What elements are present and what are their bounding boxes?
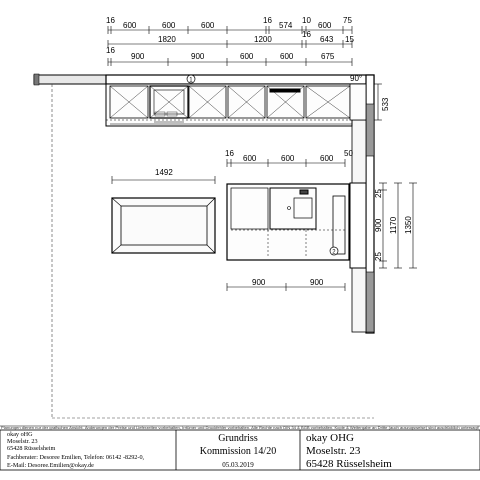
right-counter-block bbox=[350, 183, 366, 268]
dim-label: 16 bbox=[263, 16, 272, 25]
angle-label: 90° bbox=[350, 74, 363, 83]
dim-label: 900 bbox=[191, 52, 205, 61]
tb-right-street: Moselstr. 23 bbox=[306, 445, 361, 457]
dim-label: 900 bbox=[131, 52, 145, 61]
extractor-hood-bar bbox=[270, 89, 300, 92]
dim-label: 16 bbox=[302, 30, 311, 39]
disclaimer-text: Planungen dienen nur der grafischen Ansicht. Änderungen der Preise und Lieferzeiten vorbehalten, Irrtümer und Druckfehler vorbehalten. Alle Rechte nach DIN 34 & BGB vorbehalten. Kopie & Weitergabe an Dritte (auch auszugsweise) sind ausdrücklich untersagt! bbox=[1, 426, 480, 430]
dim-label: 16 bbox=[106, 16, 115, 25]
dim-label: 600 bbox=[123, 21, 137, 30]
dim-label: 25 bbox=[374, 189, 383, 198]
dim-label: 1350 bbox=[404, 216, 413, 234]
dim-label: 600 bbox=[243, 154, 257, 163]
tb-left-street: Moselstr. 23 bbox=[7, 438, 38, 445]
wall-cabinet-run bbox=[106, 84, 366, 126]
marker-2 bbox=[330, 247, 338, 256]
dim-label: 25 bbox=[374, 252, 383, 261]
dim-label: 533 bbox=[381, 97, 390, 111]
dim-label: 900 bbox=[252, 278, 266, 287]
dim-label: 1170 bbox=[389, 216, 398, 234]
dim-label: 1200 bbox=[254, 35, 272, 44]
dim-label: 75 bbox=[343, 16, 352, 25]
marker-1 bbox=[187, 75, 195, 84]
tb-left-city: 65428 Rüsselsheim bbox=[7, 445, 56, 452]
dim-label: 15 bbox=[345, 35, 354, 44]
tb-advisor: Fachberater: Desoree Emilien, Telefon: 06142 -8292-0, bbox=[7, 454, 145, 461]
freestanding-dimension bbox=[112, 168, 215, 184]
island-top-dimensions bbox=[225, 149, 353, 167]
tb-left-company: okay oHG bbox=[7, 431, 33, 438]
dim-label: 10 bbox=[302, 16, 311, 25]
dim-label: 675 bbox=[321, 52, 335, 61]
marker-2-label: 2 bbox=[332, 249, 336, 256]
top-dimension-chains bbox=[108, 26, 352, 66]
right-side-labels bbox=[374, 189, 413, 261]
dim-label: 16 bbox=[106, 46, 115, 55]
wall-cap bbox=[34, 74, 39, 85]
wall-right-segment bbox=[366, 272, 374, 332]
dim-label: 600 bbox=[162, 21, 176, 30]
island-bottom-dimensions bbox=[227, 278, 345, 291]
tb-date: 05.03.2019 bbox=[222, 461, 254, 469]
wall-right-segment bbox=[366, 104, 374, 156]
tb-right-company: okay OHG bbox=[306, 432, 354, 444]
wall-stub-left bbox=[34, 75, 106, 84]
marker-1-label: 1 bbox=[189, 77, 193, 84]
dim-label: 600 bbox=[318, 21, 332, 30]
tb-email: E-Mail: Desoree.Emilien@okay.de bbox=[7, 462, 94, 469]
dim-label: 600 bbox=[201, 21, 215, 30]
tb-commission: Kommission 14/20 bbox=[199, 446, 277, 457]
dim-label: 900 bbox=[310, 278, 324, 287]
wall-top bbox=[106, 75, 374, 84]
tb-title: Grundriss bbox=[218, 433, 258, 444]
right-top-dimension bbox=[374, 84, 390, 120]
dim-label: 1820 bbox=[158, 35, 176, 44]
dim-label: 600 bbox=[320, 154, 334, 163]
dim-label: 643 bbox=[320, 35, 334, 44]
freestanding-table bbox=[112, 198, 215, 253]
dim-label: 1492 bbox=[155, 168, 173, 177]
dim-label: 574 bbox=[279, 21, 293, 30]
tb-right-city: 65428 Rüsselsheim bbox=[306, 458, 392, 470]
dim-label: 16 bbox=[225, 149, 234, 158]
top-dimension-labels bbox=[106, 16, 354, 61]
dim-label: 600 bbox=[240, 52, 254, 61]
dim-label: 600 bbox=[280, 52, 294, 61]
dim-label: 600 bbox=[281, 154, 295, 163]
dim-label: 50 bbox=[344, 149, 353, 158]
dim-label: 900 bbox=[374, 218, 383, 232]
